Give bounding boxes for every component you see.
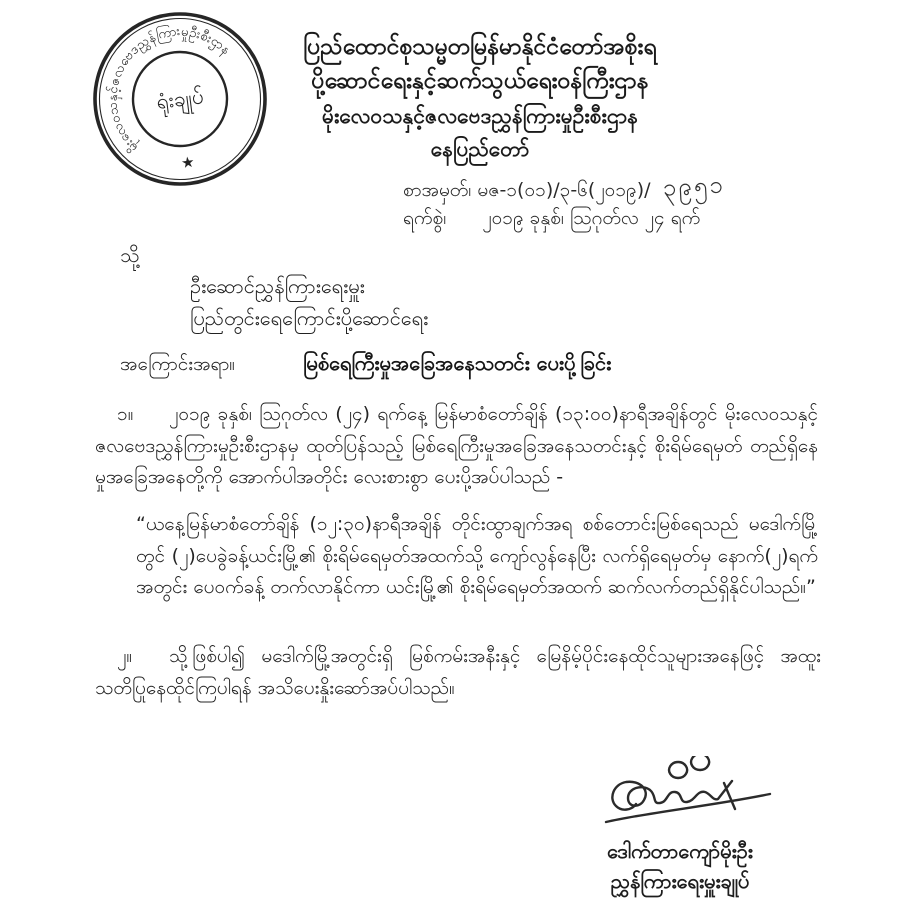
letterhead-city: နေပြည်တော်: [430, 137, 530, 161]
date-label: ရက်စွဲ၊: [403, 207, 447, 229]
signature-loop-1: [669, 762, 687, 778]
signature-graphic: [592, 756, 788, 840]
body-paragraph-1: [95, 399, 818, 494]
reference-line: [403, 172, 725, 208]
letterhead-government: ပြည်ထောင်စုသမ္မတမြန်မာနိုင်ငံတော်အစိုးရ: [303, 34, 657, 60]
paragraph-1-text: ၂၀၁၉ ခုနှစ်၊ ဩဂုတ်လ (၂၄) ရက်နေ့ မြန်မာစံတော်ချိန် (၁၃:၀၀)နာရီအချိန်တွင် မိုးလေဝသနှင့် ဇလဗေဒညွှန်ကြားမှုဦးစီးဌာနမှ ထုတ်ပြန်သည့် မြစ်ရေကြီးမှုအခြေအနေသတင်းနှင့် စိုးရိမ်ရေမှတ် တည်ရှိနေမှုအခြေအနေတို့ကို အောက်ပါအတိုင်း လေးစားစွာ ပေးပို့အပ်ပါသည် -: [95, 403, 818, 488]
paragraph-1-number: ၁။: [117, 403, 134, 425]
body-paragraph-2: [95, 641, 821, 704]
subject-label: အကြောင်းအရာ။: [120, 353, 236, 375]
letterhead-department: မိုးလေဝသနှင့်ဇလဗေဒညွှန်ကြားမှုဦးစီးဌာန: [321, 104, 639, 128]
salutation-to: သို့: [120, 243, 140, 267]
reference-label: စာအမှတ်၊: [403, 179, 472, 201]
subject-line: [120, 350, 611, 380]
letterhead-ministry: ပို့ဆောင်ရေးနှင့်ဆက်သွယ်ရေးဝန်ကြီးဌာန: [311, 68, 649, 94]
signature-main-stroke: [612, 781, 735, 810]
addressee-organization: ပြည်တွင်းရေကြောင်းပို့ဆောင်ရေး: [190, 306, 429, 330]
seal-star-icon: ★: [180, 152, 196, 173]
subject-title: မြစ်ရေကြီးမှုအခြေအနေသတင်း ပေးပို့ခြင်း: [303, 351, 612, 375]
paragraph-2-text: သို့ဖြစ်ပါ၍ မဒေါက်မြို့အတွင်းရှိ မြစ်ကမ်းအနီးနှင့် မြေနိမ့်ပိုင်းနေထိုင်သူများအနေဖြင့် အထူးသတိပြုနေထိုင်ကြပါရန် အသိပေးနှိုးဆော်အပ်ပါသည်။: [95, 645, 821, 699]
seal-center-text: ရုံးချုပ်: [154, 84, 206, 114]
date-value: ၂၀၁၉ ခုနှစ်၊ ဩဂုတ်လ ၂၄ ရက်: [482, 207, 701, 229]
addressee-block: [190, 270, 428, 334]
handwritten-signature: [592, 756, 788, 840]
quoted-bulletin-text: “ယနေ့မြန်မာစံတော်ချိန် (၁၂:၃၀)နာရီအချိန် တိုင်းထွာချက်အရ စစ်တောင်းမြစ်ရေသည် မဒေါက်မြို့တွင် (၂)ပေခွဲခန့်ယင်းမြို့၏ စိုးရိမ်ရေမှတ်အထက်သို့ ကျော်လွန်နေပြီး လက်ရှိရေမှတ်မှ နောက်(၂)ရက်အတွင်း ပေဝက်ခန့် တက်လာနိုင်ကာ ယင်းမြို့၏ စိုးရိမ်ရေမှတ်အထက် ဆက်လက်တည်ရှိနိုင်ပါသည်။”: [136, 513, 818, 598]
paragraph-2-number: ၂။: [117, 645, 133, 667]
addressee-position: ဦးဆောင်ညွှန်ကြားရေးမှူး: [190, 274, 365, 298]
letterhead: [150, 30, 810, 165]
reference-number-handwritten: ၃၉၅၁: [661, 170, 726, 202]
reference-number: မဇ-၁(၀၁)/၃-၆(၂၀၁၉)/: [477, 179, 651, 201]
date-line: [403, 206, 700, 234]
signature-loop-2: [691, 756, 709, 770]
signatory-title: ညွှန်ကြားရေးမှူးချုပ်: [610, 869, 750, 893]
signatory-name: ဒေါက်တာကျော်မိုးဦး: [607, 839, 753, 863]
seal-ring-text: မိုးလေဝသနှင့်ဇလဗေဒညွှန်ကြားမှုဦးစီးဌာန: [105, 23, 234, 155]
